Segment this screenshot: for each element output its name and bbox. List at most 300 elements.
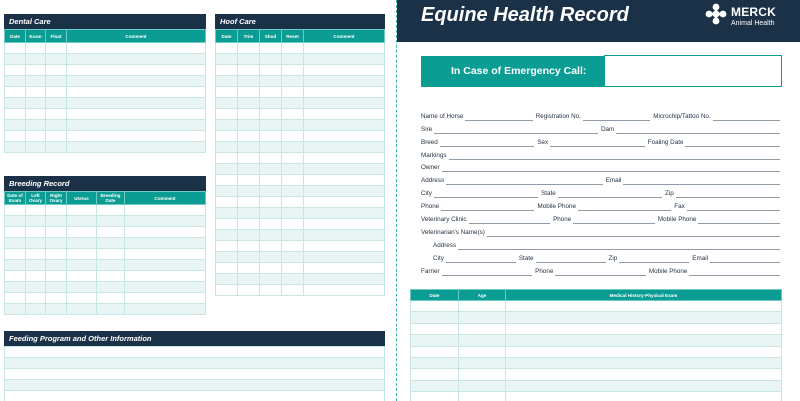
form-field-line[interactable] <box>619 256 689 263</box>
medical-table-cell[interactable] <box>459 380 506 391</box>
hoof-table-cell[interactable] <box>216 263 238 274</box>
breeding-table-cell[interactable] <box>67 304 97 315</box>
dental-table-cell[interactable] <box>26 54 46 65</box>
form-field-label: Mobile Phone <box>537 203 576 211</box>
form-field-line[interactable] <box>446 178 603 185</box>
breeding-table-cell[interactable] <box>46 205 67 216</box>
breeding-table-cell[interactable] <box>67 216 97 227</box>
hoof-table-cell[interactable] <box>260 43 282 54</box>
form-field-line[interactable] <box>578 204 671 211</box>
hoof-table-cell[interactable] <box>238 285 260 296</box>
dental-column-header: Comment <box>67 30 206 43</box>
breeding-table-cell[interactable] <box>26 304 46 315</box>
hoof-table-cell[interactable] <box>304 142 385 153</box>
hoof-table-row <box>216 285 385 296</box>
form-field-line[interactable] <box>550 140 645 147</box>
hoof-table-cell[interactable] <box>304 175 385 186</box>
breeding-table-cell[interactable] <box>67 205 97 216</box>
feeding-table-row <box>5 369 385 380</box>
hoof-table-cell[interactable] <box>260 263 282 274</box>
medical-table-cell[interactable] <box>459 369 506 380</box>
hoof-table-cell[interactable] <box>282 252 304 263</box>
medical-table-cell[interactable] <box>411 392 459 401</box>
feeding-table-cell[interactable] <box>5 347 385 358</box>
dental-table-cell[interactable] <box>67 65 206 76</box>
hoof-table-cell[interactable] <box>282 263 304 274</box>
breeding-table-cell[interactable] <box>26 238 46 249</box>
hoof-table-cell[interactable] <box>304 87 385 98</box>
medical-table-cell[interactable] <box>459 346 506 357</box>
medical-table-cell[interactable] <box>459 335 506 346</box>
hoof-table-cell[interactable] <box>238 43 260 54</box>
hoof-table-cell[interactable] <box>216 131 238 142</box>
hoof-table-cell[interactable] <box>282 175 304 186</box>
hoof-table-cell[interactable] <box>216 186 238 197</box>
hoof-table-cell[interactable] <box>304 219 385 230</box>
hoof-table-cell[interactable] <box>304 164 385 175</box>
hoof-table-cell[interactable] <box>216 274 238 285</box>
hoof-table-cell[interactable] <box>260 197 282 208</box>
form-field-line[interactable] <box>710 256 780 263</box>
dental-table-cell[interactable] <box>5 87 26 98</box>
hoof-table-cell[interactable] <box>304 109 385 120</box>
hoof-table-row <box>216 65 385 76</box>
breeding-table-cell[interactable] <box>26 282 46 293</box>
hoof-table-cell[interactable] <box>282 219 304 230</box>
medical-table-cell[interactable] <box>506 346 782 357</box>
hoof-table-cell[interactable] <box>238 142 260 153</box>
hoof-table-cell[interactable] <box>238 120 260 131</box>
hoof-table-cell[interactable] <box>260 109 282 120</box>
medical-table-cell[interactable] <box>459 392 506 401</box>
hoof-table-cell[interactable] <box>282 274 304 285</box>
medical-table-cell[interactable] <box>411 380 459 391</box>
hoof-table-cell[interactable] <box>216 153 238 164</box>
medical-table-cell[interactable] <box>459 357 506 368</box>
hoof-table-cell[interactable] <box>304 241 385 252</box>
dental-table-cell[interactable] <box>5 54 26 65</box>
dental-table-cell[interactable] <box>5 65 26 76</box>
breeding-table-cell[interactable] <box>46 282 67 293</box>
hoof-table-cell[interactable] <box>260 153 282 164</box>
hoof-table-cell[interactable] <box>260 87 282 98</box>
dental-table-cell[interactable] <box>26 142 46 153</box>
hoof-table-cell[interactable] <box>238 76 260 87</box>
dental-table-cell[interactable] <box>26 109 46 120</box>
form-field-line[interactable] <box>616 127 780 134</box>
hoof-table-cell[interactable] <box>216 65 238 76</box>
breeding-table-cell[interactable] <box>97 227 125 238</box>
dental-table-cell[interactable] <box>46 109 67 120</box>
hoof-table-cell[interactable] <box>260 164 282 175</box>
hoof-table-cell[interactable] <box>304 285 385 296</box>
hoof-table-cell[interactable] <box>238 98 260 109</box>
breeding-table-cell[interactable] <box>46 216 67 227</box>
form-field-line[interactable] <box>685 140 780 147</box>
breeding-table-cell[interactable] <box>125 304 206 315</box>
hoof-table-cell[interactable] <box>216 87 238 98</box>
dental-table-cell[interactable] <box>67 76 206 87</box>
hoof-table-cell[interactable] <box>238 197 260 208</box>
breeding-table-cell[interactable] <box>46 260 67 271</box>
breeding-table-cell[interactable] <box>46 227 67 238</box>
hoof-table-cell[interactable] <box>282 109 304 120</box>
medical-table-cell[interactable] <box>459 312 506 323</box>
hoof-table-cell[interactable] <box>238 241 260 252</box>
dental-table-cell[interactable] <box>5 131 26 142</box>
dental-table-cell[interactable] <box>26 87 46 98</box>
breeding-table-cell[interactable] <box>26 249 46 260</box>
hoof-table-cell[interactable] <box>260 98 282 109</box>
dental-table-cell[interactable] <box>67 142 206 153</box>
feeding-table-cell[interactable] <box>5 358 385 369</box>
breeding-table-cell[interactable] <box>5 249 26 260</box>
hoof-table-cell[interactable] <box>216 98 238 109</box>
hoof-table-cell[interactable] <box>260 208 282 219</box>
hoof-table-cell[interactable] <box>216 285 238 296</box>
breeding-table-cell[interactable] <box>5 293 26 304</box>
hoof-table-cell[interactable] <box>304 65 385 76</box>
hoof-table-cell[interactable] <box>238 87 260 98</box>
dental-table-cell[interactable] <box>67 87 206 98</box>
breeding-table-cell[interactable] <box>125 227 206 238</box>
form-field-line[interactable] <box>469 217 551 224</box>
medical-table-cell[interactable] <box>411 301 459 312</box>
form-field-line[interactable] <box>449 153 780 160</box>
hoof-table-cell[interactable] <box>260 241 282 252</box>
hoof-table-cell[interactable] <box>238 274 260 285</box>
dental-table-cell[interactable] <box>46 76 67 87</box>
dental-table-cell[interactable] <box>26 43 46 54</box>
dental-table-cell[interactable] <box>46 142 67 153</box>
hoof-table-cell[interactable] <box>260 54 282 65</box>
medical-table-cell[interactable] <box>506 357 782 368</box>
hoof-table-cell[interactable] <box>282 230 304 241</box>
breeding-table-cell[interactable] <box>67 282 97 293</box>
form-field-label: Sire <box>421 125 433 133</box>
breeding-table-cell[interactable] <box>26 271 46 282</box>
form-field-label: Zip <box>608 254 618 262</box>
breeding-table-cell[interactable] <box>46 271 67 282</box>
hoof-table-cell[interactable] <box>282 197 304 208</box>
hoof-table-cell[interactable] <box>282 142 304 153</box>
hoof-table-cell[interactable] <box>260 131 282 142</box>
dental-table-cell[interactable] <box>26 131 46 142</box>
hoof-table-cell[interactable] <box>260 76 282 87</box>
breeding-table-cell[interactable] <box>26 205 46 216</box>
medical-table-cell[interactable] <box>411 369 459 380</box>
hoof-table-cell[interactable] <box>216 109 238 120</box>
breeding-table-cell[interactable] <box>67 227 97 238</box>
breeding-table-cell[interactable] <box>46 304 67 315</box>
feeding-table-cell[interactable] <box>5 380 385 391</box>
form-field-line[interactable] <box>434 127 598 134</box>
medical-table-cell[interactable] <box>506 380 782 391</box>
breeding-table-cell[interactable] <box>26 293 46 304</box>
hoof-table-cell[interactable] <box>238 131 260 142</box>
hoof-table-cell[interactable] <box>304 208 385 219</box>
breeding-table-cell[interactable] <box>125 216 206 227</box>
medical-table-row <box>411 380 782 391</box>
dental-table-cell[interactable] <box>5 43 26 54</box>
dental-table-cell[interactable] <box>46 43 67 54</box>
hoof-table-cell[interactable] <box>238 219 260 230</box>
breeding-table-cell[interactable] <box>125 271 206 282</box>
dental-table-cell[interactable] <box>46 120 67 131</box>
hoof-table-cell[interactable] <box>216 76 238 87</box>
hoof-table-cell[interactable] <box>304 120 385 131</box>
form-field-line[interactable] <box>689 269 780 276</box>
hoof-table-cell[interactable] <box>304 54 385 65</box>
hoof-table-cell[interactable] <box>282 164 304 175</box>
hoof-table-cell[interactable] <box>282 43 304 54</box>
form-field-line[interactable] <box>687 204 780 211</box>
hoof-table-cell[interactable] <box>304 274 385 285</box>
medical-table-cell[interactable] <box>411 335 459 346</box>
merck-logo-icon <box>705 3 727 25</box>
breeding-table-cell[interactable] <box>125 282 206 293</box>
form-field-line[interactable] <box>465 114 532 121</box>
hoof-table-cell[interactable] <box>260 252 282 263</box>
medical-table-cell[interactable] <box>411 346 459 357</box>
breeding-table-cell[interactable] <box>67 293 97 304</box>
dental-table-cell[interactable] <box>67 54 206 65</box>
hoof-table-cell[interactable] <box>238 109 260 120</box>
hoof-table-cell[interactable] <box>304 252 385 263</box>
breeding-table-cell[interactable] <box>97 249 125 260</box>
hoof-table-cell[interactable] <box>282 65 304 76</box>
hoof-table-cell[interactable] <box>216 175 238 186</box>
hoof-table-cell[interactable] <box>216 54 238 65</box>
hoof-table-cell[interactable] <box>238 230 260 241</box>
hoof-table-cell[interactable] <box>216 241 238 252</box>
form-field-line[interactable] <box>698 217 780 224</box>
dental-table-cell[interactable] <box>67 109 206 120</box>
breeding-table-cell[interactable] <box>125 260 206 271</box>
hoof-table-cell[interactable] <box>238 153 260 164</box>
hoof-table-cell[interactable] <box>304 76 385 87</box>
form-row <box>421 108 783 121</box>
hoof-table-cell[interactable] <box>282 87 304 98</box>
medical-table-cell[interactable] <box>411 323 459 334</box>
form-field-label: Microchip/Tattoo No. <box>653 112 711 120</box>
dental-table-cell[interactable] <box>26 65 46 76</box>
breeding-table-cell[interactable] <box>46 293 67 304</box>
breeding-table-cell[interactable] <box>5 227 26 238</box>
hoof-table-cell[interactable] <box>282 54 304 65</box>
hoof-table-cell[interactable] <box>260 285 282 296</box>
dental-table-cell[interactable] <box>67 43 206 54</box>
dental-table-cell[interactable] <box>46 65 67 76</box>
hoof-table-cell[interactable] <box>304 197 385 208</box>
form-field-line[interactable] <box>713 114 780 121</box>
hoof-table-cell[interactable] <box>238 65 260 76</box>
breeding-table-cell[interactable] <box>97 205 125 216</box>
hoof-table-cell[interactable] <box>216 197 238 208</box>
breeding-table-cell[interactable] <box>67 271 97 282</box>
form-field-line[interactable] <box>441 204 534 211</box>
hoof-table-cell[interactable] <box>260 230 282 241</box>
breeding-table-cell[interactable] <box>97 282 125 293</box>
hoof-table-cell[interactable] <box>282 153 304 164</box>
hoof-table-cell[interactable] <box>238 263 260 274</box>
breeding-table-cell[interactable] <box>26 216 46 227</box>
feeding-table-cell[interactable] <box>5 369 385 380</box>
breeding-table-cell[interactable] <box>97 216 125 227</box>
form-field-line[interactable] <box>573 217 655 224</box>
hoof-table-cell[interactable] <box>282 285 304 296</box>
hoof-table-cell[interactable] <box>260 120 282 131</box>
hoof-table-cell[interactable] <box>216 43 238 54</box>
hoof-table-cell[interactable] <box>260 186 282 197</box>
medical-table-cell[interactable] <box>411 312 459 323</box>
medical-table-cell[interactable] <box>459 323 506 334</box>
form-field-line[interactable] <box>440 140 535 147</box>
dental-table-cell[interactable] <box>67 98 206 109</box>
breeding-table-cell[interactable] <box>5 282 26 293</box>
form-field-line[interactable] <box>555 269 646 276</box>
hoof-table-cell[interactable] <box>260 142 282 153</box>
form-field-line[interactable] <box>487 230 780 237</box>
medical-table-cell[interactable] <box>506 323 782 334</box>
breeding-table-cell[interactable] <box>97 238 125 249</box>
hoof-table-cell[interactable] <box>238 175 260 186</box>
hoof-table-cell[interactable] <box>282 131 304 142</box>
breeding-table-cell[interactable] <box>26 227 46 238</box>
form-field-line[interactable] <box>458 243 780 250</box>
medical-table-cell[interactable] <box>459 301 506 312</box>
dental-table-cell[interactable] <box>67 131 206 142</box>
hoof-table-cell[interactable] <box>304 153 385 164</box>
form-field-line[interactable] <box>583 114 650 121</box>
form-field-line[interactable] <box>434 191 538 198</box>
breeding-table-cell[interactable] <box>125 249 206 260</box>
hoof-table-cell[interactable] <box>304 131 385 142</box>
medical-table-cell[interactable] <box>506 312 782 323</box>
dental-table-cell[interactable] <box>26 98 46 109</box>
form-field-line[interactable] <box>558 191 662 198</box>
hoof-table-cell[interactable] <box>238 164 260 175</box>
hoof-table-cell[interactable] <box>238 186 260 197</box>
breeding-table-cell[interactable] <box>5 260 26 271</box>
breeding-table-cell[interactable] <box>5 304 26 315</box>
dental-table-cell[interactable] <box>5 120 26 131</box>
breeding-table-cell[interactable] <box>67 249 97 260</box>
dental-table-row <box>5 43 206 54</box>
hoof-table-cell[interactable] <box>260 65 282 76</box>
hoof-table-cell[interactable] <box>216 208 238 219</box>
hoof-table-cell[interactable] <box>216 120 238 131</box>
hoof-table-cell[interactable] <box>282 120 304 131</box>
hoof-table-row <box>216 208 385 219</box>
form-field-label: Mobile Phone <box>657 216 697 224</box>
dental-table-cell[interactable] <box>46 131 67 142</box>
hoof-table-cell[interactable] <box>238 208 260 219</box>
form-field-line[interactable] <box>676 191 780 198</box>
dental-table-cell[interactable] <box>67 120 206 131</box>
hoof-table-cell[interactable] <box>260 219 282 230</box>
dental-table-cell[interactable] <box>46 54 67 65</box>
hoof-table-cell[interactable] <box>282 208 304 219</box>
breeding-table-cell[interactable] <box>97 260 125 271</box>
form-field-line[interactable] <box>442 269 533 276</box>
dental-table-cell[interactable] <box>46 98 67 109</box>
hoof-table-cell[interactable] <box>304 263 385 274</box>
hoof-table-cell[interactable] <box>304 43 385 54</box>
feeding-table-cell[interactable] <box>5 391 385 401</box>
emergency-call-field[interactable] <box>604 55 782 87</box>
breeding-table-cell[interactable] <box>125 293 206 304</box>
breeding-table-cell[interactable] <box>125 238 206 249</box>
breeding-table-cell[interactable] <box>125 205 206 216</box>
dental-table-cell[interactable] <box>5 142 26 153</box>
breeding-table-cell[interactable] <box>67 260 97 271</box>
hoof-table-cell[interactable] <box>216 252 238 263</box>
breeding-table-cell[interactable] <box>46 238 67 249</box>
dental-table-cell[interactable] <box>5 109 26 120</box>
breeding-table-cell[interactable] <box>5 271 26 282</box>
breeding-table-cell[interactable] <box>97 271 125 282</box>
form-field-line[interactable] <box>446 256 516 263</box>
hoof-table-cell[interactable] <box>260 175 282 186</box>
dental-table-cell[interactable] <box>46 87 67 98</box>
medical-table-cell[interactable] <box>506 335 782 346</box>
breeding-table-cell[interactable] <box>5 238 26 249</box>
hoof-table-cell[interactable] <box>304 98 385 109</box>
medical-table-cell[interactable] <box>411 357 459 368</box>
hoof-table-cell[interactable] <box>216 164 238 175</box>
dental-table-cell[interactable] <box>5 76 26 87</box>
dental-table-cell[interactable] <box>26 120 46 131</box>
hoof-table-cell[interactable] <box>282 98 304 109</box>
dental-table-cell[interactable] <box>5 98 26 109</box>
form-field-label: City <box>421 190 432 198</box>
breeding-table-cell[interactable] <box>67 238 97 249</box>
dental-care-panel <box>4 14 206 153</box>
form-field-label: Email <box>692 254 709 262</box>
hoof-table-cell[interactable] <box>216 219 238 230</box>
hoof-table-cell[interactable] <box>238 54 260 65</box>
hoof-table-cell[interactable] <box>304 186 385 197</box>
form-field-line[interactable] <box>442 165 780 172</box>
hoof-table-cell[interactable] <box>216 142 238 153</box>
hoof-table-cell[interactable] <box>260 274 282 285</box>
hoof-table-cell[interactable] <box>282 76 304 87</box>
medical-table-cell[interactable] <box>506 369 782 380</box>
hoof-table-row <box>216 76 385 87</box>
hoof-table-cell[interactable] <box>304 230 385 241</box>
medical-table-cell[interactable] <box>506 392 782 401</box>
hoof-care-title: Hoof Care <box>215 14 385 29</box>
dental-care-table <box>4 29 206 153</box>
breeding-table-cell[interactable] <box>5 216 26 227</box>
hoof-table-cell[interactable] <box>216 230 238 241</box>
breeding-table-cell[interactable] <box>26 260 46 271</box>
breeding-table-cell[interactable] <box>46 249 67 260</box>
breeding-table-cell[interactable] <box>97 293 125 304</box>
hoof-table-cell[interactable] <box>282 241 304 252</box>
breeding-table-cell[interactable] <box>5 205 26 216</box>
breeding-table-cell[interactable] <box>97 304 125 315</box>
breeding-record-panel <box>4 176 206 315</box>
medical-table-cell[interactable] <box>506 301 782 312</box>
hoof-table-cell[interactable] <box>282 186 304 197</box>
hoof-table-cell[interactable] <box>238 252 260 263</box>
dental-table-cell[interactable] <box>26 76 46 87</box>
form-field-line[interactable] <box>536 256 606 263</box>
form-field-line[interactable] <box>623 178 780 185</box>
breeding-column-header: Breeding Date <box>97 192 125 205</box>
